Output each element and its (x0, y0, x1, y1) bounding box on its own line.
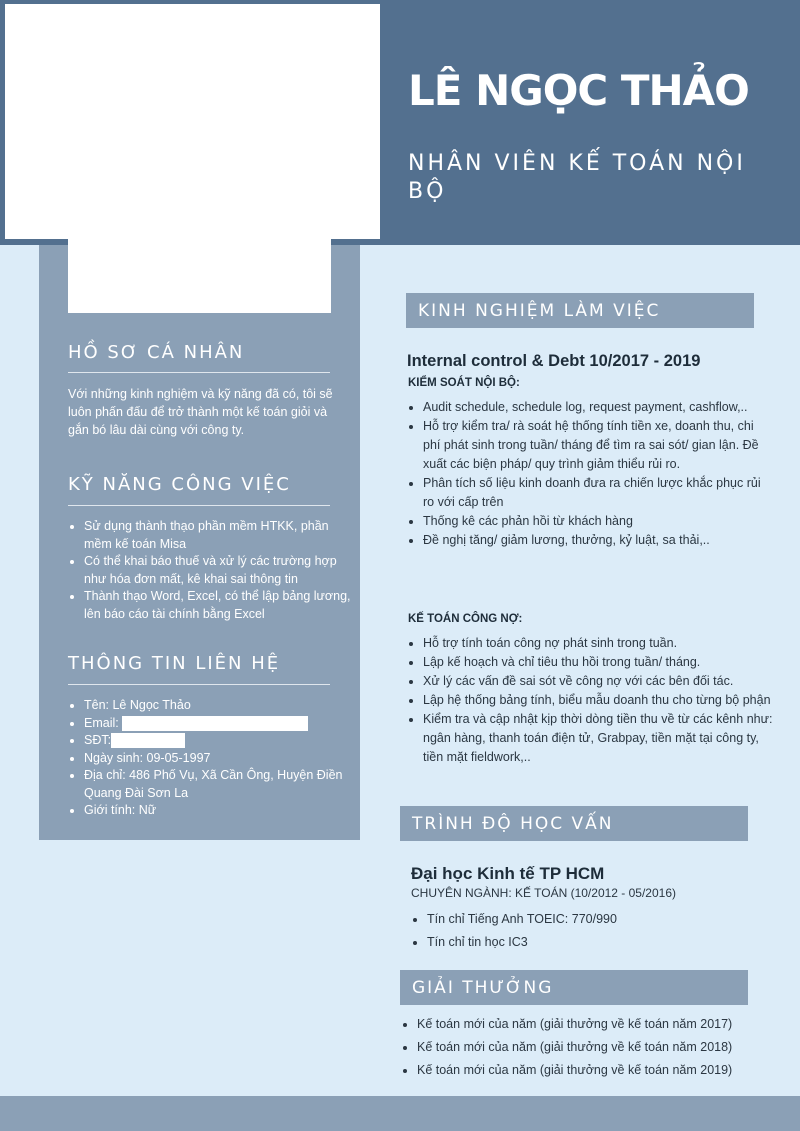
education-heading: TRÌNH ĐỘ HỌC VẤN (412, 814, 614, 834)
list-item: • Audit schedule, schedule log, request payment, cashflow,.. (423, 398, 773, 417)
contact-email (84, 715, 354, 733)
contact-gender: • Giới tính: Nữ (84, 802, 354, 820)
list-item: • Xử lý các vấn đề sai sót về công nợ với các bên đối tác. (423, 672, 773, 691)
profile-photo-redacted (5, 4, 380, 239)
list-item: • Lập hệ thống bảng tính, biểu mẫu doanh thu cho từng bộ phận (423, 691, 773, 710)
debt-accounting-list (408, 634, 773, 767)
skills-heading: KỸ NĂNG CÔNG VIỆC (68, 474, 291, 495)
candidate-job-title: NHÂN VIÊN KẾ TOÁN NỘI BỘ (408, 151, 746, 204)
email-redacted (122, 716, 308, 731)
contact-list (68, 697, 354, 820)
list-item: • Kiểm tra và cập nhật kịp thời dòng tiền thu về từ các kênh như: ngân hàng, thanh toán điện tử, Grabpay, tiền mặt tại công ty, tiền mặt fieldwork,.. (423, 710, 773, 767)
awards-heading-bar (400, 970, 748, 1005)
contact-heading: THÔNG TIN LIÊN HỆ (68, 653, 281, 674)
awards-list (402, 1013, 787, 1082)
internal-control-heading: KIỂM SOÁT NỘI BỘ: (408, 377, 520, 389)
skill-item: • Sử dụng thành thạo phần mềm HTKK, phần mềm kế toán Misa (84, 518, 354, 553)
contact-phone (84, 732, 354, 750)
awards-heading: GIẢI THƯỞNG (412, 978, 554, 998)
list-item: • Kế toán mới của năm (giải thưởng về kế toán năm 2017) (417, 1013, 787, 1036)
profile-text: Với những kinh nghiệm và kỹ năng đã có, tôi sẽ luôn phấn đấu để trở thành một kế toán giỏi và gắn bó lâu dài cùng với công ty. (68, 387, 333, 437)
contact-divider (68, 684, 330, 685)
list-item: • Đề nghị tăng/ giảm lương, thưởng, kỷ luật, sa thải,.. (423, 531, 773, 550)
education-school: Đại học Kinh tế TP HCM (411, 864, 605, 883)
list-item: • Kế toán mới của năm (giải thưởng về kế toán năm 2019) (417, 1059, 787, 1082)
list-item: • Phân tích số liệu kinh doanh đưa ra chiến lược khắc phục rủi ro với cấp trên (423, 474, 773, 512)
list-item: • Lập kế hoạch và chỉ tiêu thu hồi trong tuần/ tháng. (423, 653, 773, 672)
list-item: • Kế toán mới của năm (giải thưởng về kế toán năm 2018) (417, 1036, 787, 1059)
profile-heading: HỒ SƠ CÁ NHÂN (68, 342, 245, 363)
skills-divider (68, 505, 330, 506)
list-item: • Thống kê các phản hồi từ khách hàng (423, 512, 773, 531)
footer-bar (0, 1096, 800, 1131)
contact-name: • Tên: Lê Ngọc Thảo (84, 697, 354, 715)
experience-heading-bar (406, 293, 754, 328)
skill-item: • Thành thạo Word, Excel, có thể lập bảng lương, lên báo cáo tài chính bằng Excel (84, 588, 354, 623)
list-item: • Hỗ trợ tính toán công nợ phát sinh trong tuần. (423, 634, 773, 653)
internal-control-list (408, 398, 773, 550)
candidate-name: LÊ NGỌC THẢO (408, 66, 749, 115)
phone-redacted (111, 733, 185, 748)
skill-item: • Có thể khai báo thuế và xử lý các trường hợp như hóa đơn mất, kê khai sai thông tin (84, 553, 354, 588)
experience-heading: KINH NGHIỆM LÀM VIỆC (418, 301, 661, 321)
education-heading-bar (400, 806, 748, 841)
profile-photo-redacted-lower (68, 238, 331, 313)
email-label: Email: (84, 715, 119, 730)
phone-label: SĐT: (84, 733, 112, 747)
education-list (412, 908, 767, 954)
contact-birthday: • Ngày sinh: 09-05-1997 (84, 750, 354, 768)
profile-divider (68, 372, 330, 373)
experience-job-title: Internal control & Debt 10/2017 - 2019 (407, 352, 701, 370)
education-major: CHUYÊN NGÀNH: KẾ TOÁN (10/2012 - 05/2016) (411, 886, 676, 900)
debt-accounting-heading: KẾ TOÁN CÔNG NỢ: (408, 613, 523, 625)
list-item: • Tín chỉ tin học IC3 (427, 931, 767, 954)
list-item: • Tín chỉ Tiếng Anh TOEIC: 770/990 (427, 908, 767, 931)
list-item: • Hỗ trợ kiểm tra/ rà soát hệ thống tính tiền xe, doanh thu, chi phí phát sinh trong tuần/ tháng để tìm ra sai sót/ gian lận. Đề xuất các biện pháp/ quy trình giảm thiểu rủi ro. (423, 417, 773, 474)
contact-address: • Địa chỉ: 486 Phố Vụ, Xã Cần Ông, Huyện Điền Quang Đài Sơn La (84, 767, 354, 802)
skills-list (68, 518, 354, 623)
